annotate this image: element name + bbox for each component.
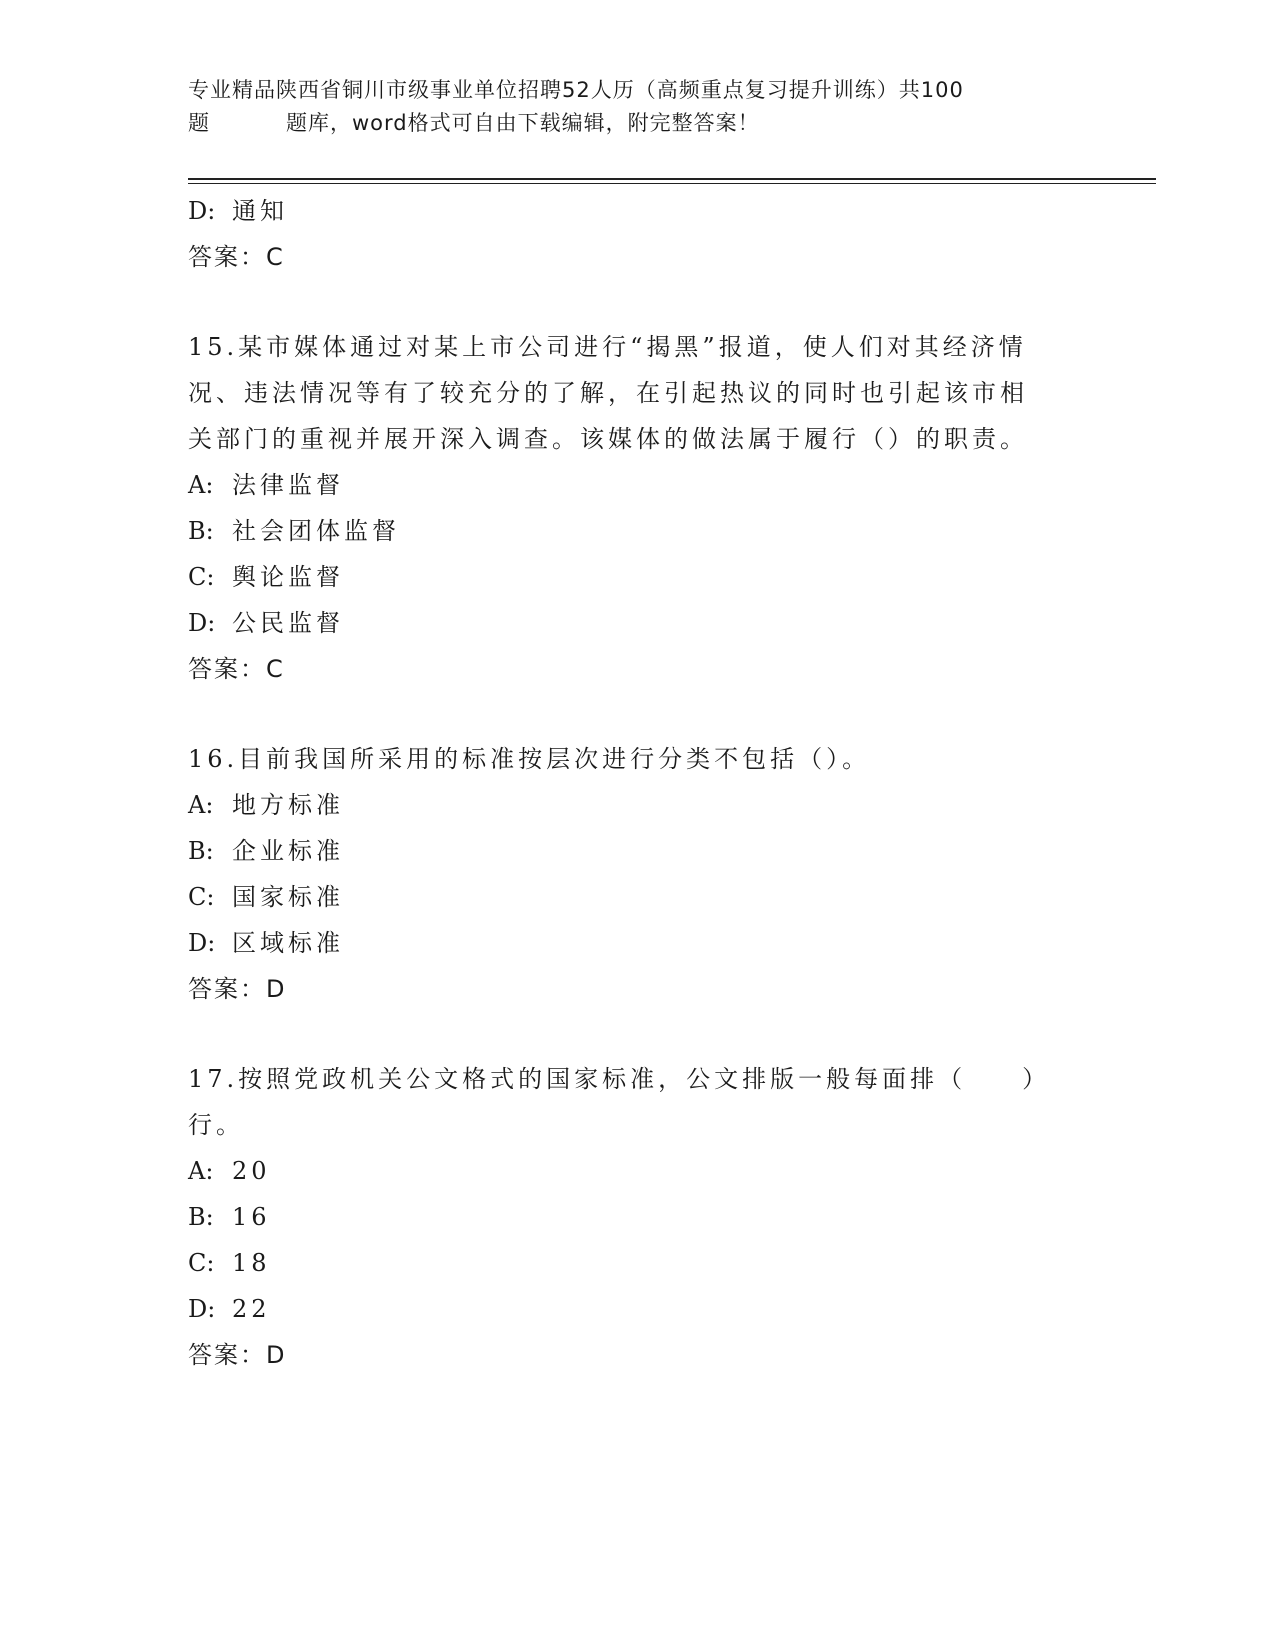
option-line: [188, 874, 1088, 920]
option-text: 区域标准: [232, 929, 344, 957]
option-letter: A:: [188, 471, 214, 499]
option-letter: D:: [188, 1295, 216, 1323]
option-text: 地方标准: [232, 791, 344, 819]
header-divider-thick: [188, 178, 1156, 180]
option-text: 企业标准: [232, 837, 344, 865]
header-title-line2: [188, 107, 1088, 140]
option-line: [188, 1240, 1088, 1286]
option-text: 社会团体监督: [232, 517, 400, 545]
option-text: 20: [232, 1157, 271, 1185]
option-letter: B:: [188, 1203, 214, 1231]
option-line: [188, 1148, 1088, 1194]
option-line: [188, 1194, 1088, 1240]
option-text: 通知: [232, 197, 288, 225]
question-text-line: 16.目前我国所采用的标准按层次进行分类不包括（）。: [188, 745, 871, 773]
document-body: [188, 188, 1088, 1378]
question-gap: [188, 1012, 1088, 1056]
question-block: [188, 736, 1088, 1012]
question-text-line: 15.某市媒体通过对某上市公司进行“揭黑”报道，使人们对其经济情: [188, 333, 1027, 361]
option-line: [188, 782, 1088, 828]
answer-line: 答案：C: [188, 243, 285, 271]
question-text-line: 17.按照党政机关公文格式的国家标准，公文排版一般每面排（ ）: [188, 1065, 1051, 1093]
option-letter: C:: [188, 883, 215, 911]
option-letter: C:: [188, 563, 215, 591]
option-line: [188, 828, 1088, 874]
question-text-line: 况、违法情况等有了较充分的了解，在引起热议的同时也引起该市相: [188, 379, 1028, 407]
option-line: [188, 600, 1088, 646]
option-text: 国家标准: [232, 883, 344, 911]
option-text: 18: [232, 1249, 271, 1277]
question-gap: [188, 280, 1088, 324]
option-text: 法律监督: [232, 471, 344, 499]
header-title-line2-start: 题: [188, 111, 210, 135]
question-text-line: 关部门的重视并展开深入调查。该媒体的做法属于履行（）的职责。: [188, 425, 1028, 453]
answer-line: 答案：C: [188, 655, 285, 683]
option-letter: A:: [188, 791, 214, 819]
question-block: [188, 1056, 1088, 1378]
question-gap: [188, 692, 1088, 736]
header-title-line2-rest: 题库，word格式可自由下载编辑，附完整答案！: [286, 111, 760, 135]
option-text: 舆论监督: [232, 563, 344, 591]
option-letter: C:: [188, 1249, 215, 1277]
option-line: [188, 188, 1088, 234]
page-header: [188, 74, 1088, 140]
option-letter: B:: [188, 517, 214, 545]
answer-line: 答案：D: [188, 975, 287, 1003]
header-divider-thin: [188, 183, 1156, 184]
header-title-line1: 专业精品陕西省铜川市级事业单位招聘52人历（高频重点复习提升训练）共100: [188, 78, 964, 102]
option-letter: D:: [188, 609, 216, 637]
option-line: [188, 1286, 1088, 1332]
option-letter: B:: [188, 837, 214, 865]
option-line: [188, 920, 1088, 966]
answer-line: 答案：D: [188, 1341, 287, 1369]
option-line: [188, 462, 1088, 508]
option-line: [188, 508, 1088, 554]
option-letter: A:: [188, 1157, 214, 1185]
option-text: 公民监督: [232, 609, 344, 637]
option-letter: D:: [188, 929, 216, 957]
question-text-line: 行。: [188, 1111, 244, 1139]
option-text: 22: [232, 1295, 271, 1323]
option-letter: D:: [188, 197, 216, 225]
question-block: [188, 324, 1088, 692]
option-line: [188, 554, 1088, 600]
option-text: 16: [232, 1203, 271, 1231]
